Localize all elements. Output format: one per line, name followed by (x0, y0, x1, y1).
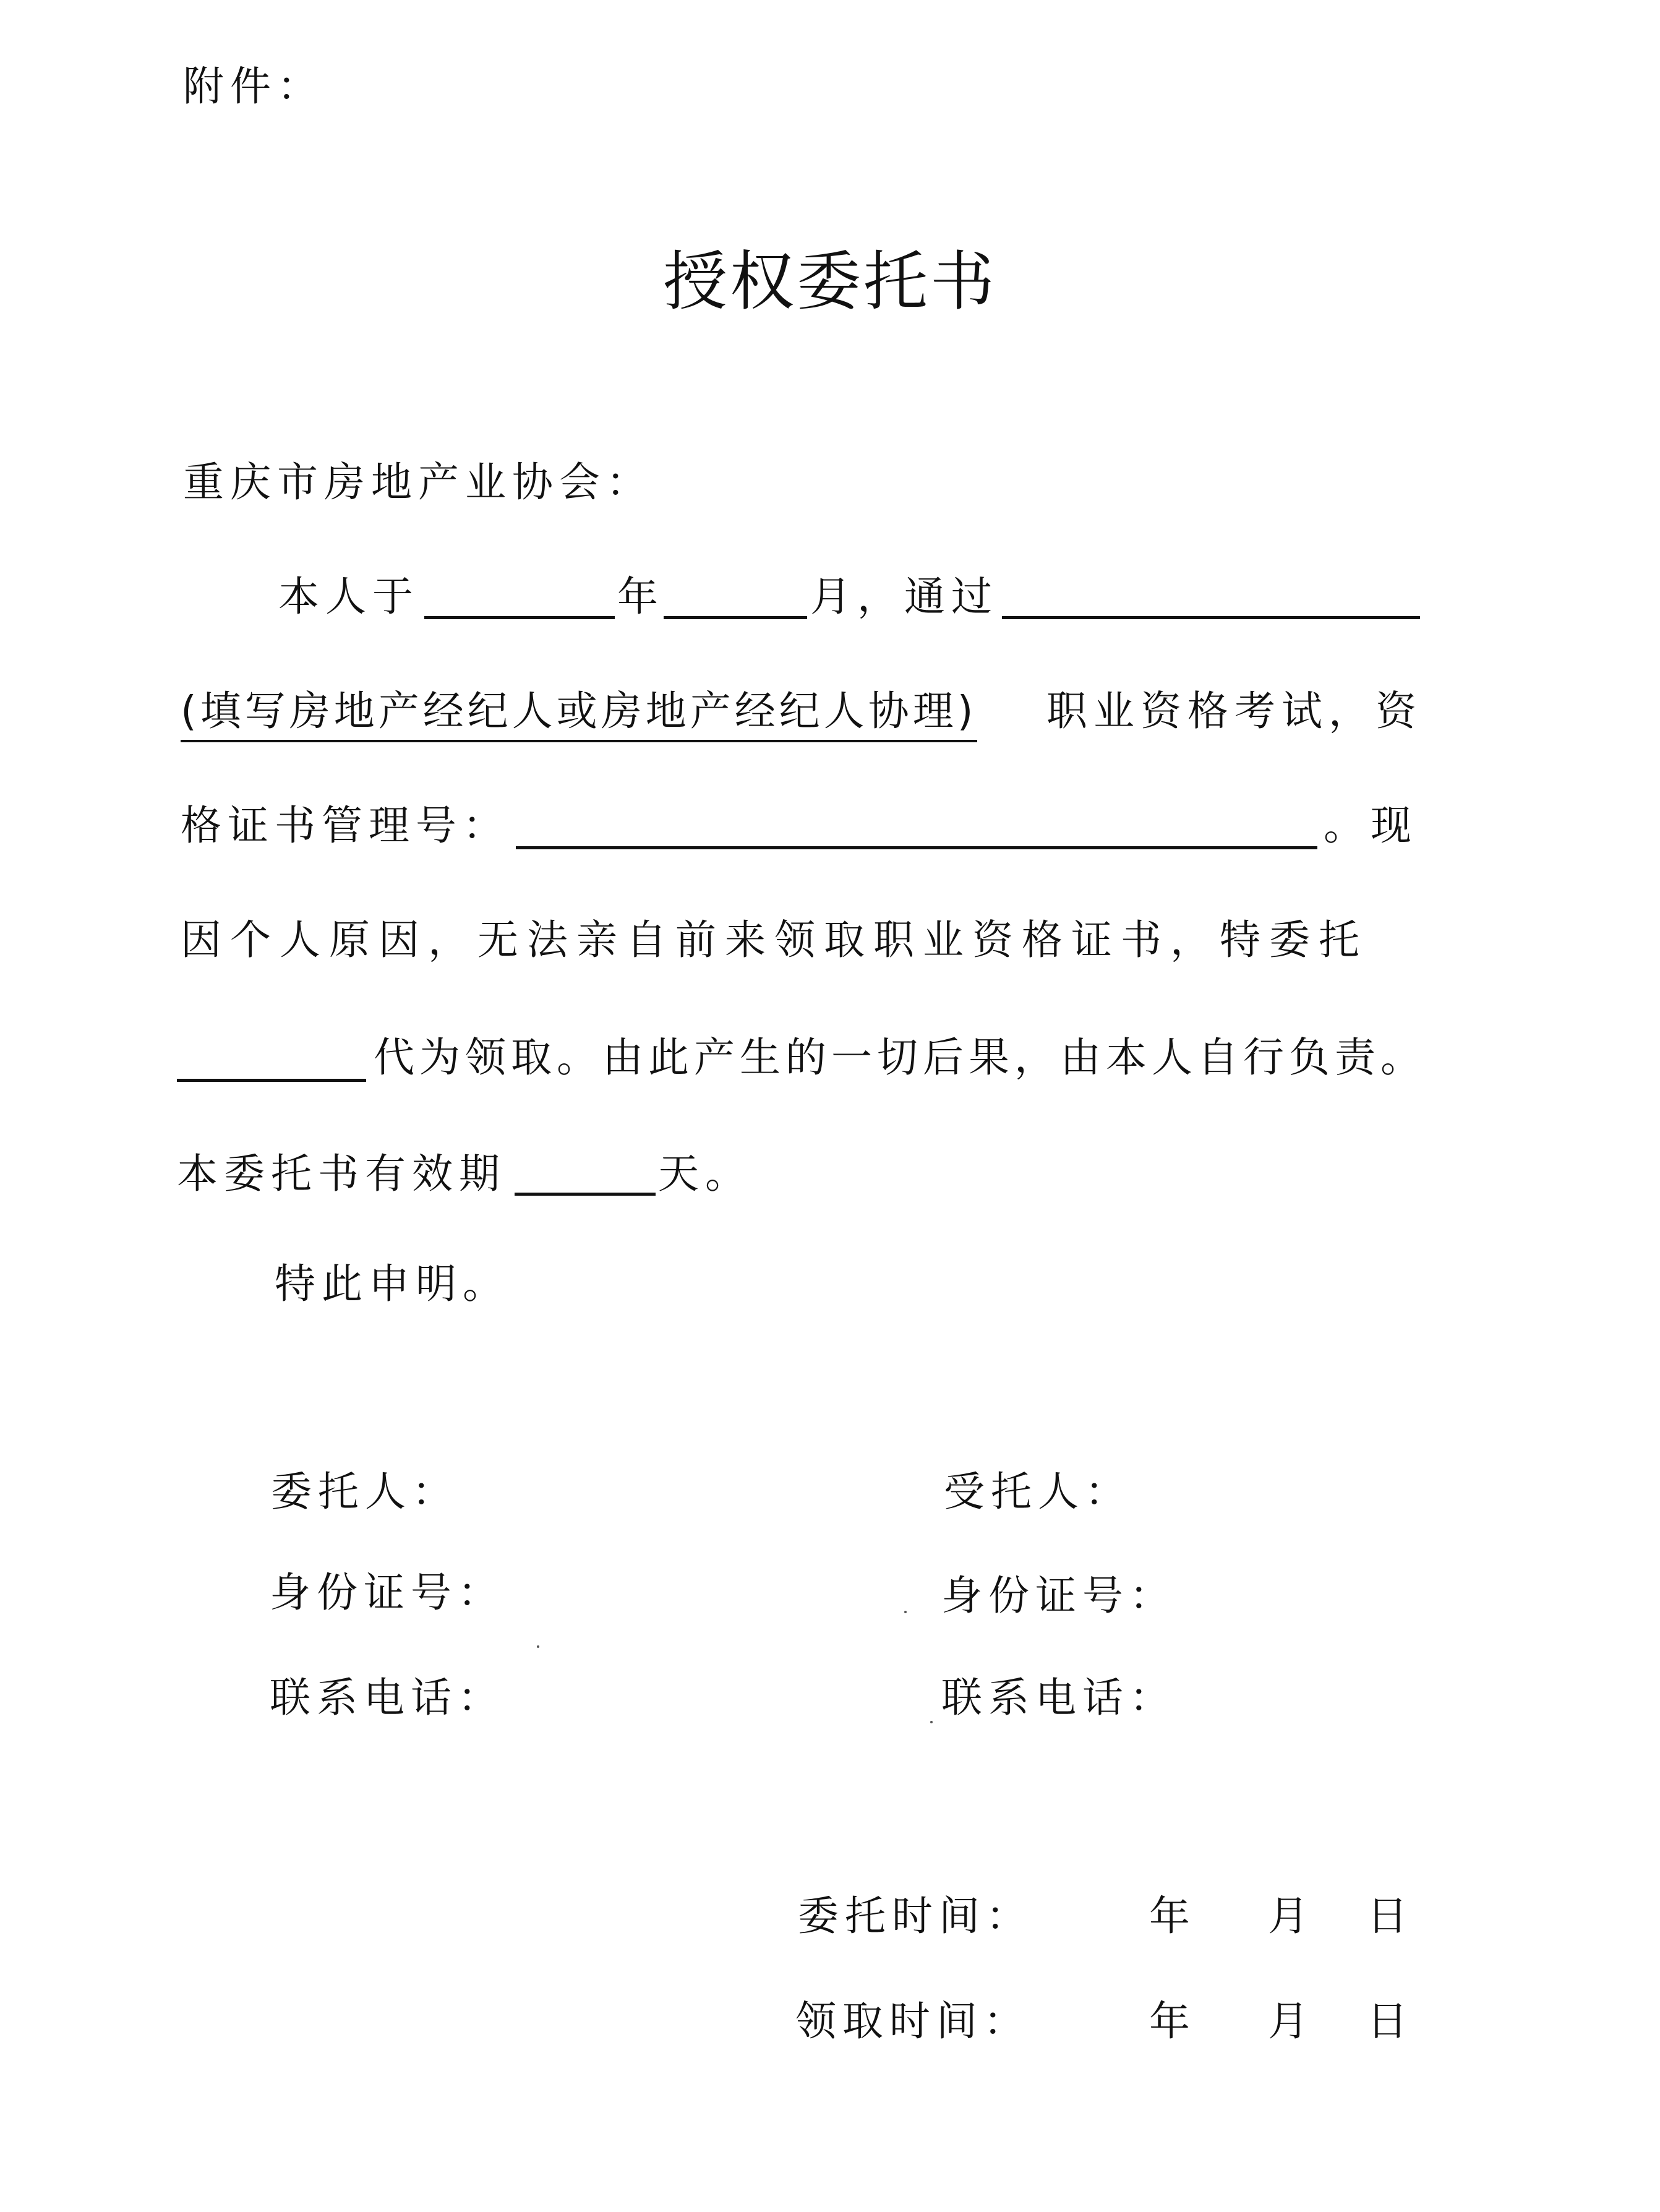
entrust-year: 年 (1149, 1892, 1196, 1940)
agent-phone-label: 联系电话： (941, 1674, 1176, 1721)
line3-suffix: 。现 (1324, 802, 1418, 849)
line5-text: 代为领取。由此产生的一切后果，由本人自行负责。 (374, 1034, 1426, 1081)
line1-year: 年 (617, 573, 664, 620)
entrust-date-label: 委托时间： (798, 1892, 1033, 1940)
line3-prefix: 格证书管理号： (181, 802, 510, 849)
scan-speck (930, 1721, 933, 1723)
month-blank[interactable] (664, 616, 807, 619)
validity-days-blank[interactable] (515, 1193, 656, 1196)
collect-day: 日 (1367, 1997, 1414, 2045)
line2-rest: 职业资格考试，资 (1046, 687, 1423, 735)
agent-name-label: 受托人： (944, 1468, 1132, 1515)
body-line-7: 特此申明。 (275, 1260, 510, 1308)
certificate-number-blank[interactable] (516, 846, 1317, 849)
collect-month: 月 (1268, 1997, 1315, 2045)
agent-name-blank[interactable] (177, 1079, 366, 1082)
entrust-month: 月 (1268, 1892, 1315, 1940)
scan-speck (904, 1611, 907, 1613)
line1-month: 月，通过 (810, 573, 998, 620)
principal-id-label: 身份证号： (270, 1569, 505, 1616)
collect-year: 年 (1149, 1997, 1196, 2045)
document-title: 授权委托书 (662, 244, 997, 319)
exam-type-blank[interactable] (1002, 616, 1420, 619)
agent-id-label: 身份证号： (941, 1572, 1176, 1619)
attachment-label: 附件： (183, 62, 324, 110)
principal-phone-label: 联系电话： (270, 1674, 505, 1721)
addressee: 重庆市房地产业协会： (183, 458, 653, 506)
collect-date-label: 领取时间： (795, 1997, 1030, 2045)
principal-name-label: 委托人： (271, 1468, 459, 1515)
year-blank[interactable] (424, 616, 615, 619)
line6-suffix: 天。 (658, 1150, 752, 1198)
scan-speck (537, 1645, 539, 1648)
exam-type-hint: (填写房地产经纪人或房地产经纪人协理) (181, 687, 977, 742)
entrust-day: 日 (1367, 1892, 1414, 1940)
line6-prefix: 本委托书有效期 (177, 1150, 506, 1198)
line1-prefix: 本人于 (278, 573, 419, 620)
body-line-4: 因个人原因，无法亲自前来领取职业资格证书，特委托 (181, 916, 1368, 964)
